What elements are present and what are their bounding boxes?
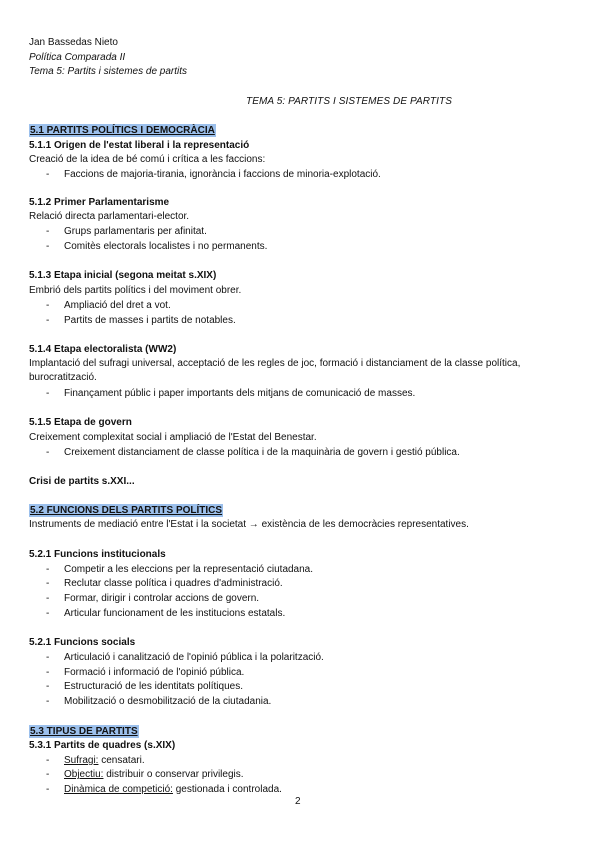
item-label: Objectiu: xyxy=(64,769,104,780)
item-label: Sufragi: xyxy=(64,755,99,766)
document-title: TEMA 5: PARTITS I SISTEMES DE PARTITS xyxy=(246,96,452,107)
document-page: Jan Bassedas Nieto Política Comparada II Tema 5: Partits i sistemes de partits TEMA 5: PARTITS I SISTEMES DE PARTITS 5.1 PARTITS POLÍTICS I DEMOCRÀCIA 5.1.1 Origen de l'estat liberal i la representació Creació de la idea de bé comú i crítica a les faccions: - Faccions de majoria-tirania, ignorància i faccions de minoria-explotació. 5.1.2 Primer Parlamentarisme Relació directa parlamentari-elector. - Grups parlamentaris per afinitat. - Comitès electorals localistes i no permanents. 5.1.3 Etapa inicial (segona meitat s.XIX) Embrió dels partits polítics i del moviment obrer. - Ampliació del dret a vot. - Partits de masses i partits de notables. 5.1.4 Etapa electoralista (WW2) Implantació del sufragi universal, acceptació de les regles de joc, formació i distanciament de la classe política, burocratització. - Finançament públic i paper importants dels mitjans de comunicació de masses. 5.1.5 Etapa de govern Creixement complexitat social i ampliació de l'Estat del Benestar. - Creixement distanciament de classe política i de la maquinària de govern i gestió pública. Crisi de partits s.XXI... 5.2 FUNCIONS DELS PARTITS POLÍTICS Instruments de mediació entre l'Estat i la societat → existència de les democràcies representatives. 5.2.1 Funcions institucionals - Competir a les eleccions per la representació ciutadana. - Reclutar classe política i quadres d'administració. - Formar, dirigir i controlar accions de govern. - Articular funcionament de les institucions estatals. 5.2.1 Funcions socials - Articulació i canalització de l'opinió pública i la polarització. - Formació i informació de l'opinió pública. - Estructuració de les identitats polítiques. - Mobilització o desmobilització de la ciutadania. 5.3 TIPUS DE PARTITS 5.3.1 Partits de quadres (s.XIX) - Sufragi: censatari. - Objectiu: distribuir o conservar privilegis. - Dinàmica de competició: gestionada i controlada. 2 xyxy=(0,0,600,848)
bullet-dash: - xyxy=(46,300,50,311)
bullet-dash: - xyxy=(46,169,50,180)
bullet-dash: - xyxy=(46,388,50,399)
bullet-dash: - xyxy=(46,784,50,795)
paragraph: Embrió dels partits polítics i del moviment obrer. xyxy=(29,285,242,296)
bullet-dash: - xyxy=(46,226,50,237)
bullet-dash: - xyxy=(46,681,50,692)
subsection-heading-5-1-4: 5.1.4 Etapa electoralista (WW2) xyxy=(29,344,177,355)
section-heading-5-3: 5.3 TIPUS DE PARTITS xyxy=(30,726,138,737)
subsection-heading-5-1-5: 5.1.5 Etapa de govern xyxy=(29,417,132,428)
bullet-dash: - xyxy=(46,667,50,678)
subsection-heading-5-3-1: 5.3.1 Partits de quadres (s.XIX) xyxy=(29,740,176,751)
item-text: distribuir o conservar privilegis. xyxy=(103,769,244,780)
paragraph: Creació de la idea de bé comú i crítica a les faccions: xyxy=(29,154,266,165)
subsection-heading-5-1-2: 5.1.2 Primer Parlamentarisme xyxy=(29,197,170,208)
bullet-dash: - xyxy=(46,652,50,663)
subsection-heading-5-2-1-socials: 5.2.1 Funcions socials xyxy=(29,637,136,648)
bullet-dash: - xyxy=(46,578,50,589)
bullet-dash: - xyxy=(46,755,50,766)
item-text: censatari. xyxy=(98,755,145,766)
bullet-dash: - xyxy=(46,447,50,458)
subsection-heading-5-1-3: 5.1.3 Etapa inicial (segona meitat s.XIX) xyxy=(29,270,217,281)
topic-name: Tema 5: Partits i sistemes de partits xyxy=(29,66,188,77)
bullet-dash: - xyxy=(46,315,50,326)
item-text: gestionada i controlada. xyxy=(172,784,282,795)
bullet-dash: - xyxy=(46,593,50,604)
author-name: Jan Bassedas Nieto xyxy=(29,37,118,48)
item-label: Dinàmica de competició: xyxy=(64,784,173,795)
bullet-dash: - xyxy=(46,608,50,619)
paragraph: Instruments de mediació entre l'Estat i la societat → existència de les democràcies representatives. xyxy=(29,519,469,530)
course-name: Política Comparada II xyxy=(29,52,126,63)
subsection-heading-5-1-1: 5.1.1 Origen de l'estat liberal i la representació xyxy=(29,140,250,151)
page-number: 2 xyxy=(295,796,301,807)
paragraph: Relació directa parlamentari-elector. xyxy=(29,211,190,222)
crisis-heading: Crisi de partits s.XXI... xyxy=(29,476,135,487)
subsection-heading-5-2-1: 5.2.1 Funcions institucionals xyxy=(29,549,166,560)
section-heading-5-1: 5.1 PARTITS POLÍTICS I DEMOCRÀCIA xyxy=(30,125,215,136)
section-heading-5-2: 5.2 FUNCIONS DELS PARTITS POLÍTICS xyxy=(30,505,223,516)
paragraph: Implantació del sufragi universal, acceptació de les regles de joc, formació i distanciament de la classe política, burocratització. xyxy=(29,358,521,383)
bullet-dash: - xyxy=(46,241,50,252)
bullet-dash: - xyxy=(46,564,50,575)
paragraph: Creixement complexitat social i ampliació de l'Estat del Benestar. xyxy=(29,432,317,443)
bullet-dash: - xyxy=(46,769,50,780)
bullet-dash: - xyxy=(46,696,50,707)
